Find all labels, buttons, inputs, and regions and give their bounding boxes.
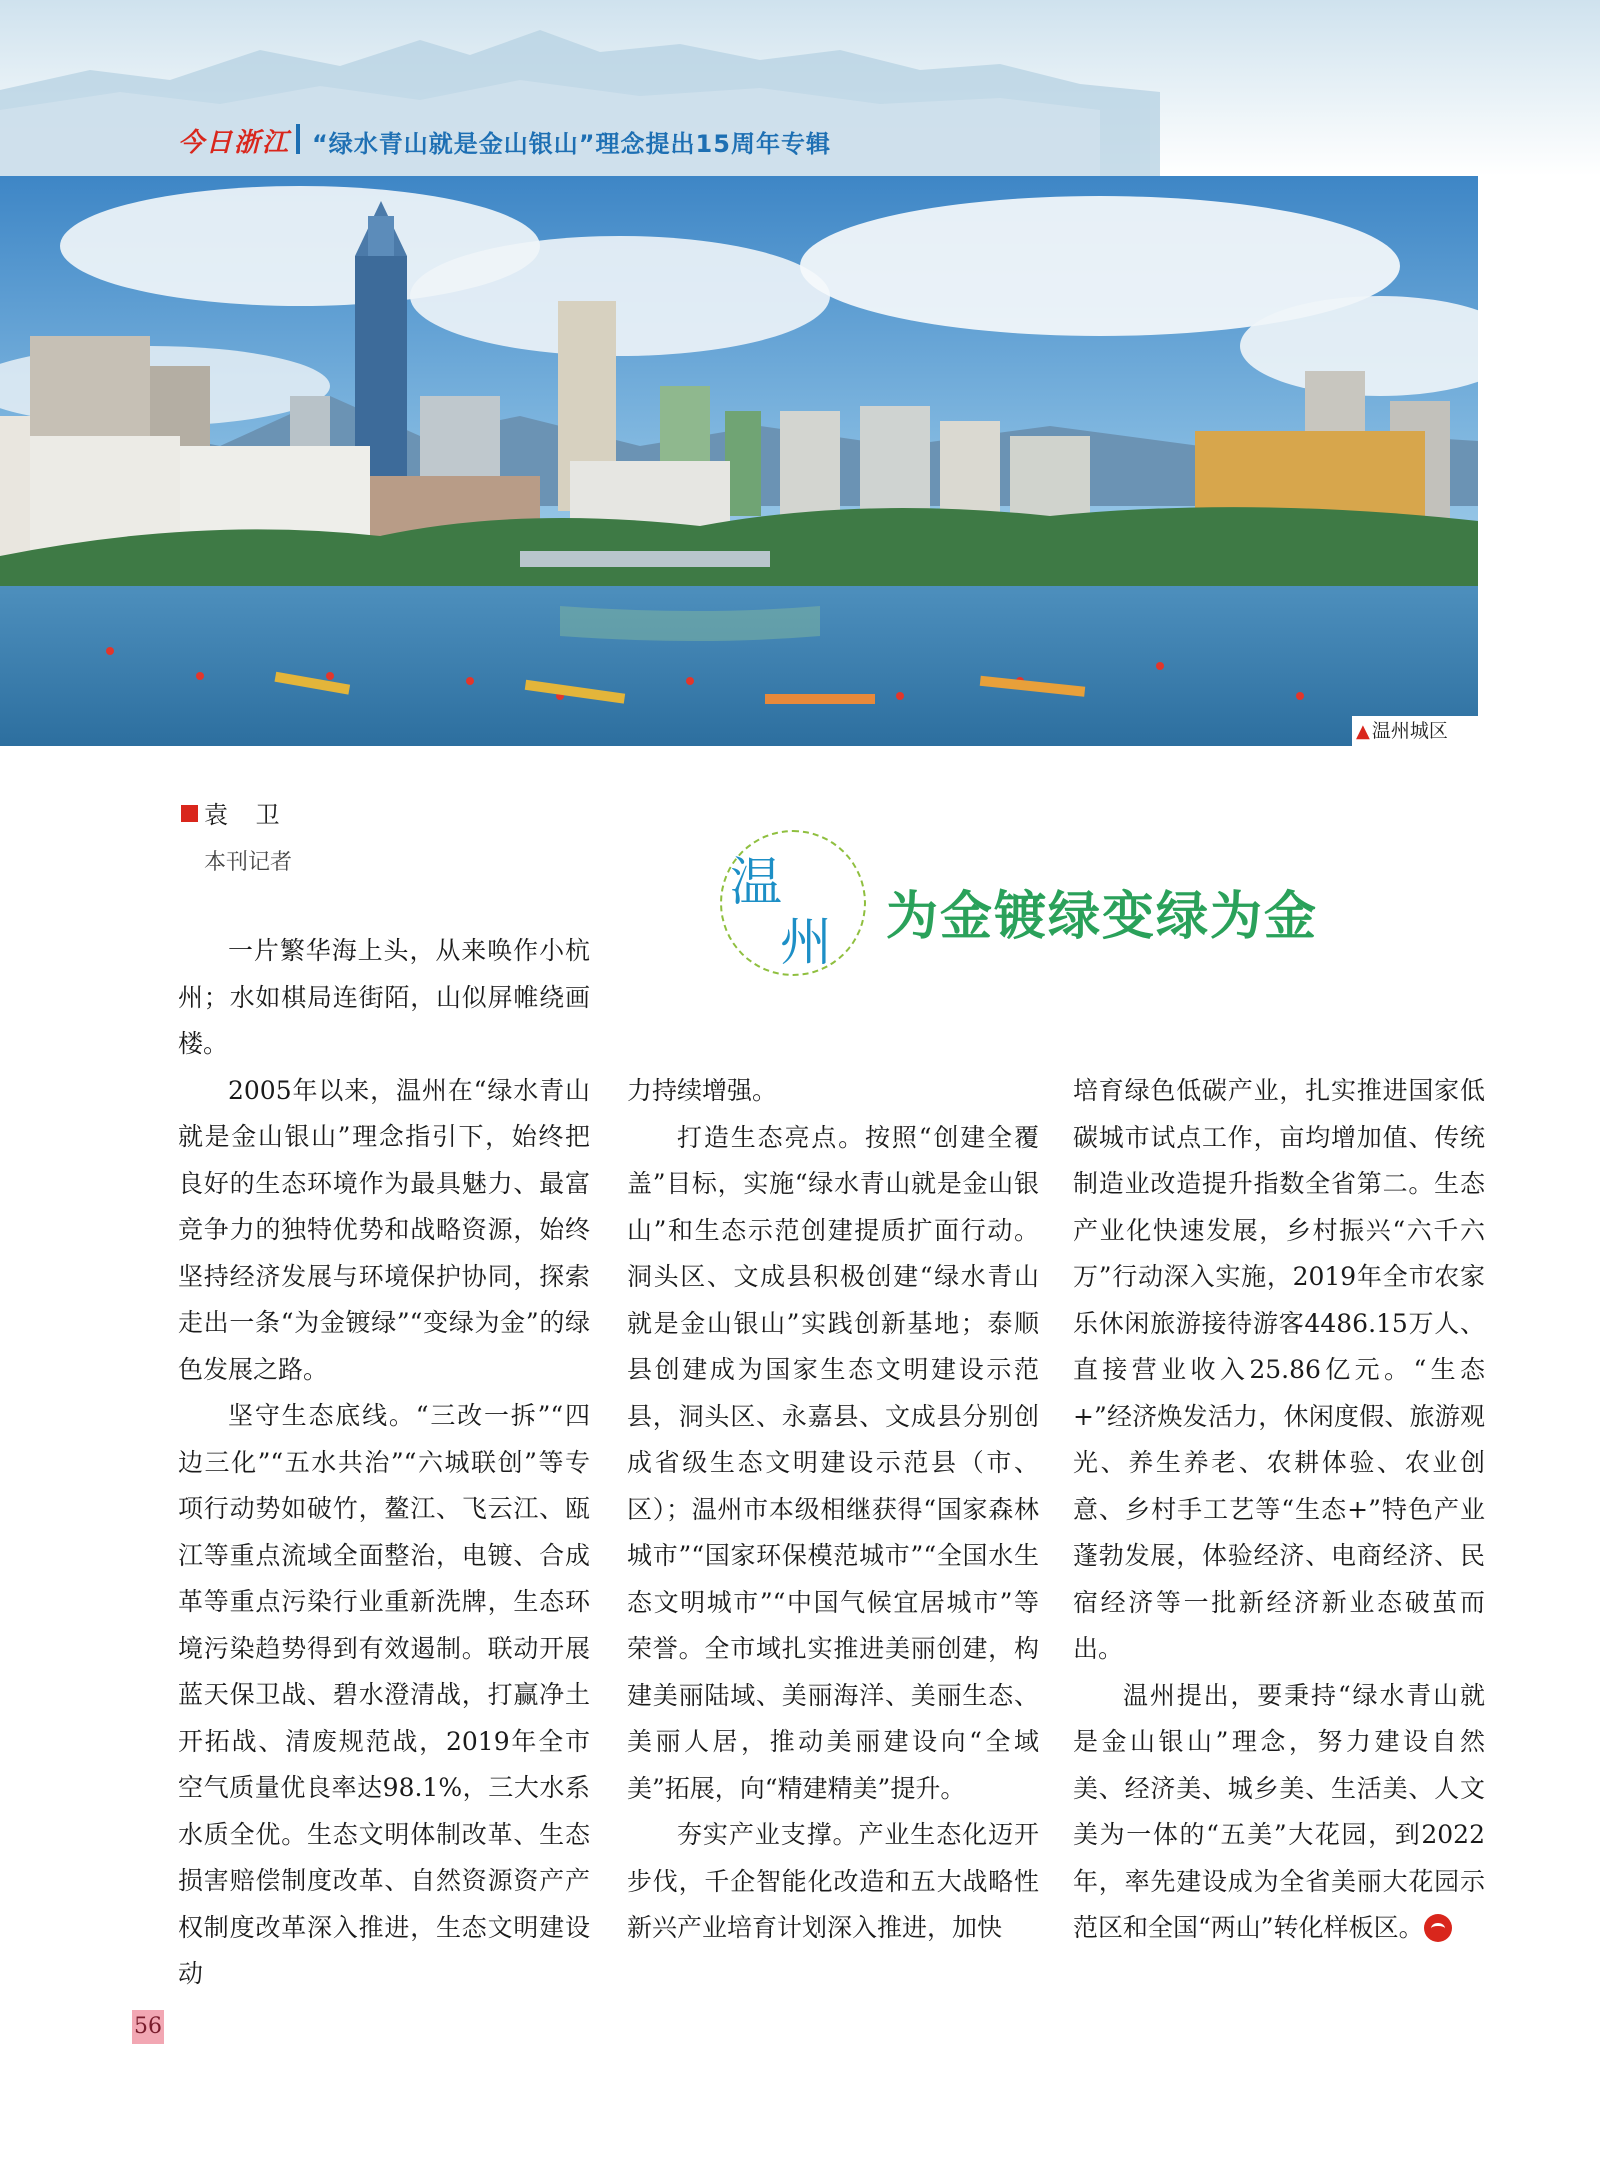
- photo-caption-text: 温州城区: [1371, 720, 1448, 742]
- title-city-char-1: 温: [730, 853, 783, 913]
- paragraph: 坚守生态底线。“三改一拆”“四边三化”“五水共治”“六城联创”等专项行动势如破竹，鳌江、飞云江、瓯江等重点流域全面整治，电镀、合成革等重点污染行业重新洗牌，生态环境污染趋势得到有效遏制。联动开展蓝天保卫战、碧水澄清战，打赢净土开拓战、清废规范战，2019年全市空气质量优良率达98.1%，三大水系水质全优。生态文明体制改革、生态损害赔偿制度改革、自然资源资产产权制度改革深入推进，生态文明建设动: [178, 1401, 590, 1988]
- article-end-icon: [1424, 1914, 1452, 1942]
- city-photo: [0, 176, 1478, 746]
- paragraph-continued: 培育绿色低碳产业，扎实推进国家低碳城市试点工作，亩均增加值、传统制造业改造提升指数全省第二。生态产业化快速发展，乡村振兴“六千六万”行动深入实施，2019年全市农家乐休闲旅游接待游客4486.15万人、直接营业收入25.86亿元。“生态+”经济焕发活力，休闲度假、旅游观光、养生养老、农耕体验、农业创意、乡村手工艺等“生态+”特色产业蓬勃发展，体验经济、电商经济、民宿经济等一批新经济新业态破茧而出。: [1073, 1076, 1485, 1663]
- paragraph: 一片繁华海上头，从来唤作小杭州；水如棋局连街陌，山似屏帷绕画楼。: [178, 936, 590, 1058]
- paragraph-continued: 力持续增强。: [627, 1076, 778, 1105]
- text-column-1: [178, 928, 590, 1998]
- author-name: 袁 卫: [204, 801, 290, 829]
- header-divider: [296, 124, 300, 154]
- paragraph: 夯实产业支撑。产业生态化迈开步伐，千企智能化改造和五大战略性新兴产业培育计划深入推进，加快: [627, 1820, 1039, 1942]
- photo-caption: [1352, 716, 1478, 746]
- paragraph: 2005年以来，温州在“绿水青山就是金山银山”理念指引下，始终把良好的生态环境作为最具魅力、最富竞争力的独特优势和战略资源，始终坚持经济发展与环境保护协同，探索走出一条“为金镀绿”“变绿为金”的绿色发展之路。: [178, 1075, 590, 1384]
- article-title: 为金镀绿变绿为金: [886, 887, 1319, 947]
- magazine-logo: 今日浙江: [178, 128, 291, 158]
- text-column-2: [627, 1068, 1039, 1952]
- triangle-icon: ▲: [1356, 721, 1370, 742]
- author-marker-square: [181, 805, 198, 822]
- header-band: [0, 0, 1600, 176]
- paragraph-final-text: 温州提出，要秉持“绿水青山就是金山银山”理念，努力建设自然美、经济美、城乡美、生活美、人文美为一体的“五美”大花园，到2022年，率先建设成为全省美丽大花园示范区和全国“两山”转化样板区。: [1073, 1680, 1485, 1942]
- page-number: 56: [132, 2010, 164, 2044]
- wenzhou-cityscape-illustration: [0, 176, 1478, 746]
- paragraph: 打造生态亮点。按照“创建全覆盖”目标，实施“绿水青山就是金山银山”和生态示范创建提质扩面行动。洞头区、文成县积极创建“绿水青山就是金山银山”实践创新基地；泰顺县创建成为国家生态文明建设示范县，洞头区、永嘉县、文成县分别创成省级生态文明建设示范县（市、区）；温州市本级相继获得“国家森林城市”“国家环保模范城市”“全国水生态文明城市”“中国气候宜居城市”等荣誉。全市域扎实推进美丽创建，构建美丽陆域、美丽海洋、美丽生态、美丽人居，推动美丽建设向“全域美”拓展，向“精建精美”提升。: [627, 1122, 1039, 1803]
- text-column-3: [1073, 1068, 1485, 1952]
- title-city-char-2: 州: [780, 913, 833, 973]
- paragraph-final: [1073, 1673, 1485, 1952]
- author-role: 本刊记者: [204, 850, 293, 875]
- special-issue-title: “绿水青山就是金山银山”理念提出15周年专辑: [312, 130, 831, 158]
